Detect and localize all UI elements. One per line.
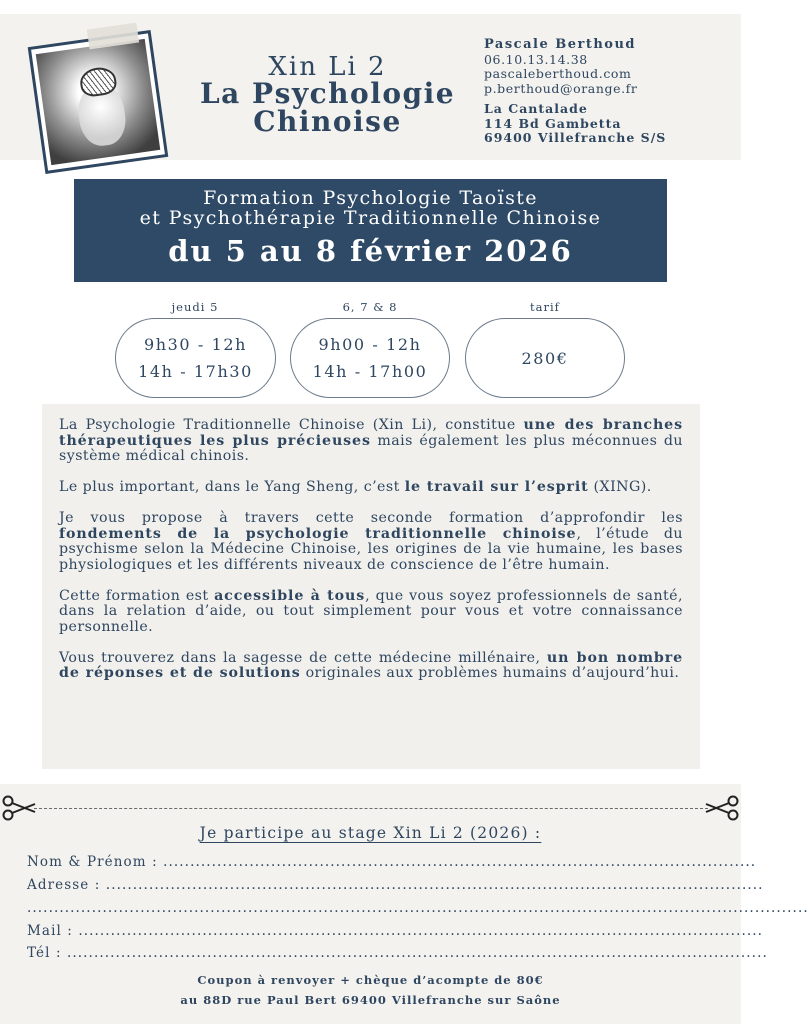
text: Vous trouverez dans la sagesse de cette médecine millénaire, xyxy=(59,649,547,666)
text: , que vous soyez professionnels de santé, dans la relation d’aide, ou tout simplement pour vous et votre connaissance personnelle. xyxy=(59,587,683,635)
description-panel xyxy=(42,404,700,769)
paragraph-1 xyxy=(59,418,683,465)
schedule-label-thursday: jeudi 5 xyxy=(171,300,219,314)
contact-address xyxy=(484,102,666,146)
scissors-icon xyxy=(2,794,36,822)
schedule-afternoon: 14h - 17h00 xyxy=(312,362,428,381)
cut-line xyxy=(34,808,708,809)
course-banner xyxy=(74,179,667,282)
header-photo xyxy=(28,30,169,174)
text: , l’étude du psychisme selon la Médecine Chinoise, les origines de la vie humaine, les bases physiologiques et les différents niveaux de conscience de l’être humain. xyxy=(59,525,683,573)
paragraph-5 xyxy=(59,651,683,682)
schedule-pill-weekend xyxy=(290,318,450,398)
phone-field[interactable]: Tél : .................................................................................................................................. xyxy=(27,945,768,961)
scissors-icon xyxy=(705,794,739,822)
banner-line-2: et Psychothérapie Traditionnelle Chinoise xyxy=(139,207,602,229)
paragraph-3 xyxy=(59,511,683,573)
footer-line-1: Coupon à renvoyer + chèque d’acompte de 80€ xyxy=(197,973,544,987)
brand-line-3: Chinoise xyxy=(253,105,402,138)
address-field[interactable]: Adresse : .......................................................................................................................... xyxy=(27,877,764,893)
address-line-3: 69400 Villefranche S/S xyxy=(484,130,667,145)
brand-line-1: Xin Li 2 xyxy=(268,52,387,82)
schedule-morning: 9h00 - 12h xyxy=(318,335,422,354)
emphasis: le travail sur l’esprit xyxy=(404,479,589,495)
text: Le plus important, dans le Yang Sheng, c’est xyxy=(59,479,405,495)
schedule-morning: 9h30 - 12h xyxy=(143,335,248,354)
registration-coupon xyxy=(0,784,809,1024)
contact-phone[interactable]: 06.10.13.14.38 xyxy=(484,51,588,67)
paragraph-4 xyxy=(59,589,683,636)
contact-block xyxy=(484,38,666,146)
emphasis: fondements de la psychologie traditionnelle chinoise xyxy=(59,525,577,542)
banner-line-1: Formation Psychologie Taoïste xyxy=(203,187,538,209)
footer-line-2: au 88D rue Paul Bert 69400 Villefranche sur Saône xyxy=(180,993,561,1007)
price-pill xyxy=(465,318,625,398)
banner-dates: du 5 au 8 février 2026 xyxy=(168,234,573,268)
emphasis: accessible à tous xyxy=(214,587,366,604)
schedule-afternoon: 14h - 17h30 xyxy=(138,362,253,381)
email-field[interactable]: Mail : ............................................................................................................................... xyxy=(27,923,764,939)
emphasis: un bon nombre de réponses et de solutions xyxy=(59,649,683,681)
contact-name: Pascale Berthoud xyxy=(484,37,637,52)
schedule-label-price: tarif xyxy=(530,300,560,314)
address-line-2: 114 Bd Gambetta xyxy=(484,115,622,131)
address-field-continued[interactable]: ................................................................................................................................................. xyxy=(27,900,809,916)
header-band xyxy=(0,14,741,160)
text: originales aux problèmes humains d’aujourd’hui. xyxy=(300,665,680,681)
text: mais également les plus méconnues du système médical chinois. xyxy=(59,432,683,464)
text: La Psychologie Traditionnelle Chinoise (Xin Li), constitue xyxy=(59,417,524,433)
name-field[interactable]: Nom & Prénom : .............................................................................................................. xyxy=(27,854,757,870)
emphasis: une des branches thérapeutiques les plus précieuses xyxy=(59,417,683,449)
text: (XING). xyxy=(588,479,652,495)
schedule-label-weekend: 6, 7 & 8 xyxy=(342,300,398,314)
paragraph-2 xyxy=(59,480,683,496)
coupon-title: Je participe au stage Xin Li 2 (2026) : xyxy=(199,824,542,842)
contact-website[interactable]: pascaleberthoud.com xyxy=(484,66,632,81)
text: Cette formation est xyxy=(59,587,215,604)
mannequin-head-image xyxy=(36,39,161,165)
price-value: 280€ xyxy=(521,348,569,368)
coupon-instructions xyxy=(0,970,741,1010)
schedule-pill-thursday xyxy=(115,318,276,398)
brand-line-2: La Psychologie xyxy=(199,77,456,110)
brand-title xyxy=(190,54,465,136)
text: Je vous propose à travers cette seconde formation d’approfondir les xyxy=(59,510,683,526)
address-line-1: La Cantalade xyxy=(484,101,588,116)
contact-email[interactable]: p.berthoud@orange.fr xyxy=(484,80,638,96)
